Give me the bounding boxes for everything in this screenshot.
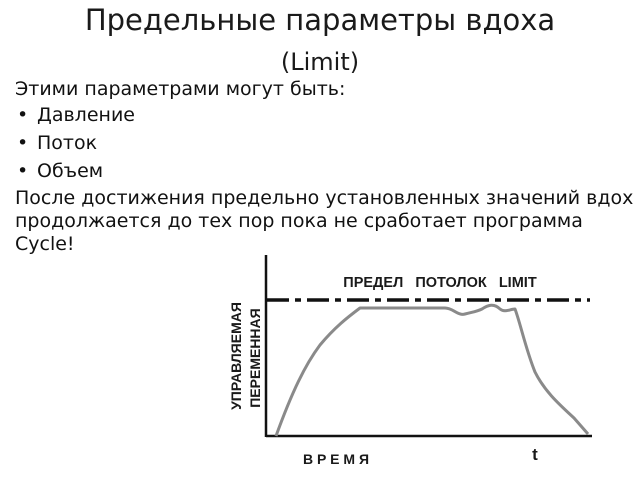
list-item: • Объем — [15, 157, 635, 185]
slide-title-sub: (Limit) — [280, 48, 360, 76]
controlled-variable-curve — [276, 305, 588, 436]
list-item: • Поток — [15, 129, 635, 157]
intro-text: Этими параметрами могут быть: — [15, 78, 346, 100]
chart-title: ПРЕДЕЛ ПОТОЛОК LIMIT — [343, 275, 537, 291]
x-axis-end-label: t — [532, 445, 538, 464]
slide-title-main: Предельные параметры вдоха — [84, 3, 556, 37]
y-axis-label-line1: УПРАВЛЯЕМАЯ — [228, 302, 244, 410]
x-axis-label: В Р Е М Я — [302, 451, 370, 467]
list-item: • Давление — [15, 101, 635, 129]
cycle-paragraph: После достижения предельно установленных значений вдох продолжается до тех пор пока не сработает программа Cycle! — [15, 187, 634, 255]
y-axis-label-line2: ПЕРЕМЕННАЯ — [247, 308, 263, 408]
